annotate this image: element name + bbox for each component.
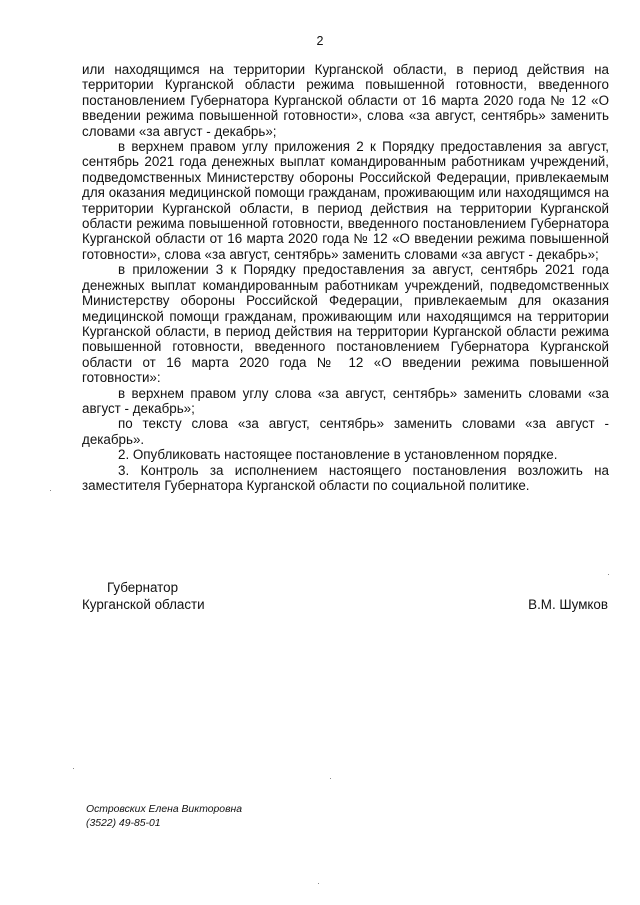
page-number: 2 [316, 34, 324, 48]
contact-phone: (3522) 49-85-01 [86, 818, 161, 829]
paragraph-appendix-2: в верхнем правом углу приложения 2 к Порядку предоставления за август, сентябрь 2021 года денежных выплат командированным работникам учреждений, подведомственных Министерству обороны Российской Федерации, привлекаемым для оказания медицинской помощи гражданам, проживающим или находящимся на территории Курганской области, в период действия на территории Курганской области режима повышенной готовности, введенного постановлением Губернатора Курганской области от 16 марта 2020 года № 12 «О введении режима повышенной готовности», слова «за август, сентябрь» заменить словами «за август - декабрь»; [82, 139, 609, 262]
scan-speck [608, 574, 609, 575]
paragraph-upper-right-corner: в верхнем правом углу слова «за август, сентябрь» заменить словами «за август - декабрь»; [82, 385, 609, 416]
contact-name: Островских Елена Викторовна [86, 804, 243, 815]
contact-info [86, 803, 242, 831]
paragraph-control: 3. Контроль за исполнением настоящего постановления возложить на заместителя Губернатора Курганской области по социальной политике. [82, 462, 609, 493]
paragraph-text-replacement: по тексту слова «за август, сентябрь» заменить словами «за август - декабрь». [82, 416, 609, 447]
paragraph-continuation: или находящимся на территории Курганской области, в период действия на территории Курганской области режима повышенной готовности, введенного постановлением Губернатора Курганской области от 16 марта 2020 года № 12 «О введении режима повышенной готовности», слова «за август, сентябрь» заменить словами «за август - декабрь»; [82, 62, 609, 139]
signature-name: В.М. Шумков [528, 597, 608, 612]
signature-title-line2: Курганской области [82, 597, 205, 612]
signature-title-line1: Губернатор [107, 580, 179, 595]
scan-speck [318, 883, 319, 884]
scan-speck [330, 778, 331, 779]
scan-speck [50, 490, 51, 491]
paragraph-appendix-3: в приложении 3 к Порядку предоставления за август, сентябрь 2021 года денежных выплат командированным работникам учреждений, подведомственных Министерству обороны Российской Федерации, привлекаемым для оказания медицинской помощи гражданам, проживающим или находящимся на территории Курганской области, в период действия на территории Курганской области режима повышенной готовности, введенного постановлением Губернатора Курганской области от 16 марта 2020 года № 12 «О введении режима повышенной готовности»: [82, 262, 609, 386]
signature-title [82, 579, 205, 613]
paragraph-publish: 2. Опубликовать настоящее постановление в установленном порядке. [118, 447, 558, 463]
document-body [82, 62, 609, 493]
scan-speck [73, 768, 74, 769]
